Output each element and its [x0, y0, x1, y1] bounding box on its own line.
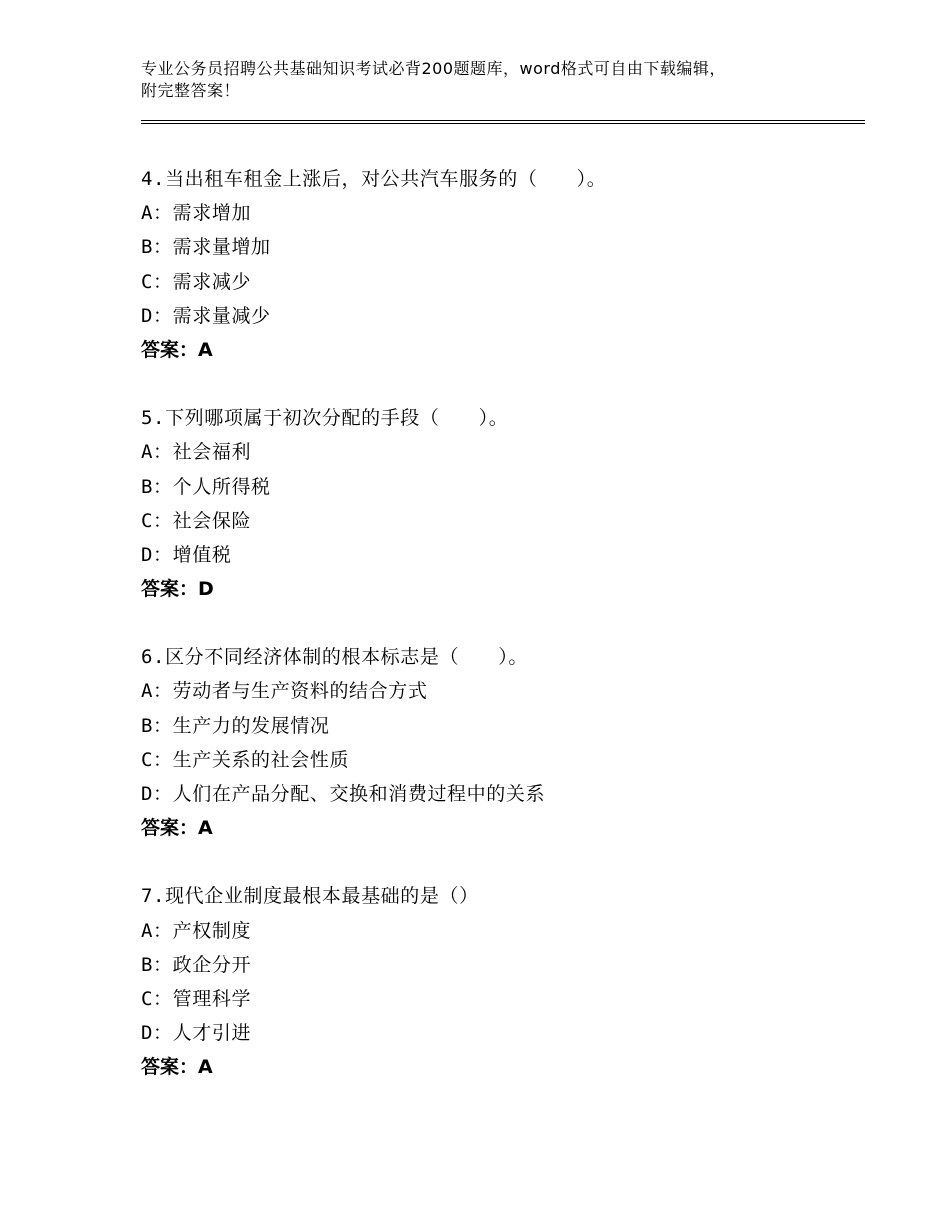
option-b: B：生产力的发展情况 [141, 714, 330, 737]
question-list [141, 162, 865, 1119]
answer: 答案：D [141, 578, 214, 601]
answer: 答案：A [141, 1056, 213, 1079]
option-d: D：人才引进 [141, 1022, 252, 1045]
option-b: B：个人所得税 [141, 475, 271, 498]
option-c: C：社会保险 [141, 509, 252, 532]
question-7 [141, 879, 865, 1084]
document-header [141, 58, 841, 102]
question-4 [141, 162, 865, 367]
option-a: A：劳动者与生产资料的结合方式 [141, 680, 428, 703]
question-stem: 4.当出租车租金上涨后，对公共汽车服务的（ ）。 [141, 168, 607, 190]
answer: 答案：A [141, 338, 213, 361]
option-d: D：人们在产品分配、交换和消费过程中的关系 [141, 783, 546, 805]
option-c: C：需求减少 [141, 270, 252, 293]
header-divider-double [141, 123, 865, 124]
option-d: D：需求量减少 [141, 304, 271, 327]
option-d: D：增值税 [141, 543, 232, 566]
header-divider [141, 120, 865, 121]
question-stem: 5.下列哪项属于初次分配的手段（ ）。 [141, 407, 509, 430]
question-5 [141, 401, 865, 606]
question-stem: 6.区分不同经济体制的根本标志是（ ）。 [141, 646, 528, 669]
option-a: A：社会福利 [141, 441, 252, 464]
option-b: B：政企分开 [141, 953, 252, 976]
question-stem: 7.现代企业制度最根本最基础的是（） [141, 885, 479, 908]
answer: 答案：A [141, 817, 213, 840]
header-line-2: 附完整答案！ [141, 81, 241, 100]
option-c: C：生产关系的社会性质 [141, 748, 350, 771]
option-b: B：需求量增加 [141, 236, 271, 259]
option-c: C：管理科学 [141, 987, 252, 1010]
question-6 [141, 640, 865, 845]
header-line-1: 专业公务员招聘公共基础知识考试必背200题题库，word格式可自由下载编辑， [141, 59, 726, 78]
option-a: A：产权制度 [141, 919, 252, 942]
option-a: A：需求增加 [141, 202, 252, 225]
